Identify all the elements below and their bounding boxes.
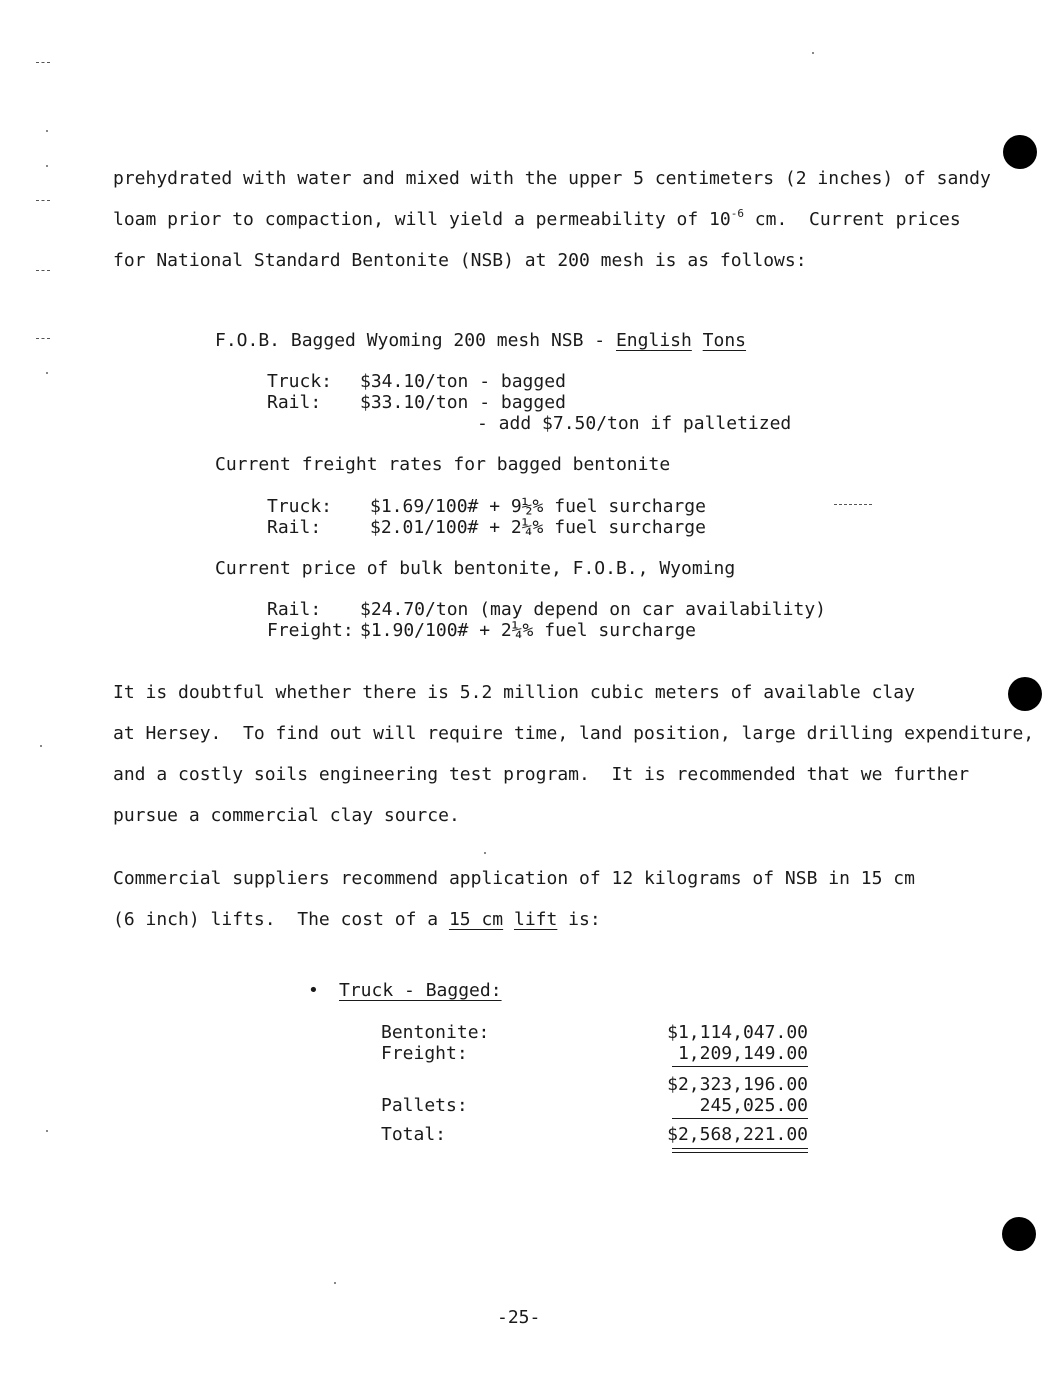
fob-heading-text: F.O.B. Bagged Wyoming 200 mesh NSB - bbox=[215, 330, 616, 351]
pallets-value: 245,025.00 bbox=[699, 1095, 808, 1116]
scan-speck bbox=[46, 130, 48, 132]
scan-speck bbox=[46, 165, 48, 167]
total-double-rule-2 bbox=[672, 1152, 808, 1153]
para3-line-1: Commercial suppliers recommend application of 12 kilograms of NSB in 15 cm bbox=[113, 868, 915, 889]
bulk-rail-label: Rail: bbox=[267, 599, 322, 620]
pallets-label: Pallets: bbox=[381, 1095, 468, 1116]
lift-word: lift bbox=[513, 909, 558, 930]
para3-line-2-tail: is: bbox=[557, 909, 601, 930]
total-value: $2,568,221.00 bbox=[667, 1124, 808, 1145]
lift-size: 15 cm bbox=[448, 909, 504, 930]
fob-heading-english: English bbox=[615, 330, 692, 351]
scan-speck bbox=[484, 852, 486, 854]
bentonite-value: $1,114,047.00 bbox=[667, 1022, 808, 1043]
bentonite-label: Bentonite: bbox=[381, 1022, 490, 1043]
fob-heading bbox=[215, 330, 746, 352]
freight-heading: Current freight rates for bagged bentonite bbox=[215, 454, 671, 475]
intro-line-2-text: loam prior to compaction, will yield a permeability of 10 bbox=[113, 209, 731, 230]
freight-rail-value: $2.01/100# + 2¼% fuel surcharge bbox=[370, 517, 706, 538]
punch-hole bbox=[1003, 135, 1037, 169]
freight-truck-value: $1.69/100# + 9½% fuel surcharge bbox=[370, 496, 706, 517]
freight-label: Freight: bbox=[381, 1043, 468, 1064]
bullet-icon: • bbox=[308, 980, 319, 1001]
intro-line-2-tail: cm. Current prices bbox=[743, 209, 961, 230]
fob-pallet-note: - add $7.50/ton if palletized bbox=[477, 413, 792, 434]
intro-line-1: prehydrated with water and mixed with the upper 5 centimeters (2 inches) of sandy bbox=[113, 168, 991, 189]
bulk-freight-label: Freight: bbox=[267, 620, 354, 641]
freight-value: 1,209,149.00 bbox=[677, 1043, 808, 1064]
punch-hole bbox=[1002, 1217, 1036, 1251]
page-number: -25- bbox=[497, 1307, 541, 1328]
para3-line-2-text: (6 inch) lifts. The cost of a bbox=[113, 909, 449, 930]
fob-truck-value: $34.10/ton - bagged bbox=[360, 371, 566, 392]
scan-speck bbox=[46, 372, 48, 374]
margin-mark bbox=[36, 200, 50, 201]
scan-speck bbox=[812, 52, 814, 54]
margin-mark bbox=[36, 270, 50, 271]
total-rule bbox=[672, 1118, 808, 1119]
margin-mark bbox=[36, 338, 50, 339]
scan-speck bbox=[46, 1130, 48, 1132]
subtotal-value: $2,323,196.00 bbox=[667, 1074, 808, 1095]
fob-heading-tons: Tons bbox=[702, 330, 747, 351]
para2-line-3: and a costly soils engineering test program. It is recommended that we further bbox=[113, 764, 970, 785]
freight-truck-label: Truck: bbox=[267, 496, 333, 517]
cost-table-heading: Truck - Bagged: bbox=[339, 980, 502, 1001]
scan-dash bbox=[834, 504, 872, 505]
para2-line-1: It is doubtful whether there is 5.2 million cubic meters of available clay bbox=[113, 682, 915, 703]
intro-line-2 bbox=[113, 209, 961, 233]
total-label: Total: bbox=[381, 1124, 447, 1145]
para3-line-2 bbox=[113, 909, 601, 931]
para2-line-4: pursue a commercial clay source. bbox=[113, 805, 460, 826]
bulk-heading: Current price of bulk bentonite, F.O.B., Wyoming bbox=[215, 558, 736, 579]
total-double-rule-1 bbox=[672, 1148, 808, 1149]
scan-speck bbox=[334, 1282, 336, 1284]
fob-rail-label: Rail: bbox=[267, 392, 322, 413]
intro-line-3: for National Standard Bentonite (NSB) at 200 mesh is as follows: bbox=[113, 250, 807, 271]
scan-speck bbox=[40, 745, 42, 747]
fob-truck-label: Truck: bbox=[267, 371, 333, 392]
para2-line-2: at Hersey. To find out will require time, land position, large drilling expenditure, bbox=[113, 723, 1035, 744]
margin-mark bbox=[36, 62, 50, 63]
punch-hole bbox=[1008, 677, 1042, 711]
bulk-freight-value: $1.90/100# + 2¼% fuel surcharge bbox=[360, 620, 696, 641]
subtotal-rule bbox=[672, 1066, 808, 1067]
permeability-exponent: -6 bbox=[730, 207, 744, 220]
freight-rail-label: Rail: bbox=[267, 517, 322, 538]
bulk-rail-value: $24.70/ton (may depend on car availability) bbox=[360, 599, 826, 620]
fob-rail-value: $33.10/ton - bagged bbox=[360, 392, 566, 413]
